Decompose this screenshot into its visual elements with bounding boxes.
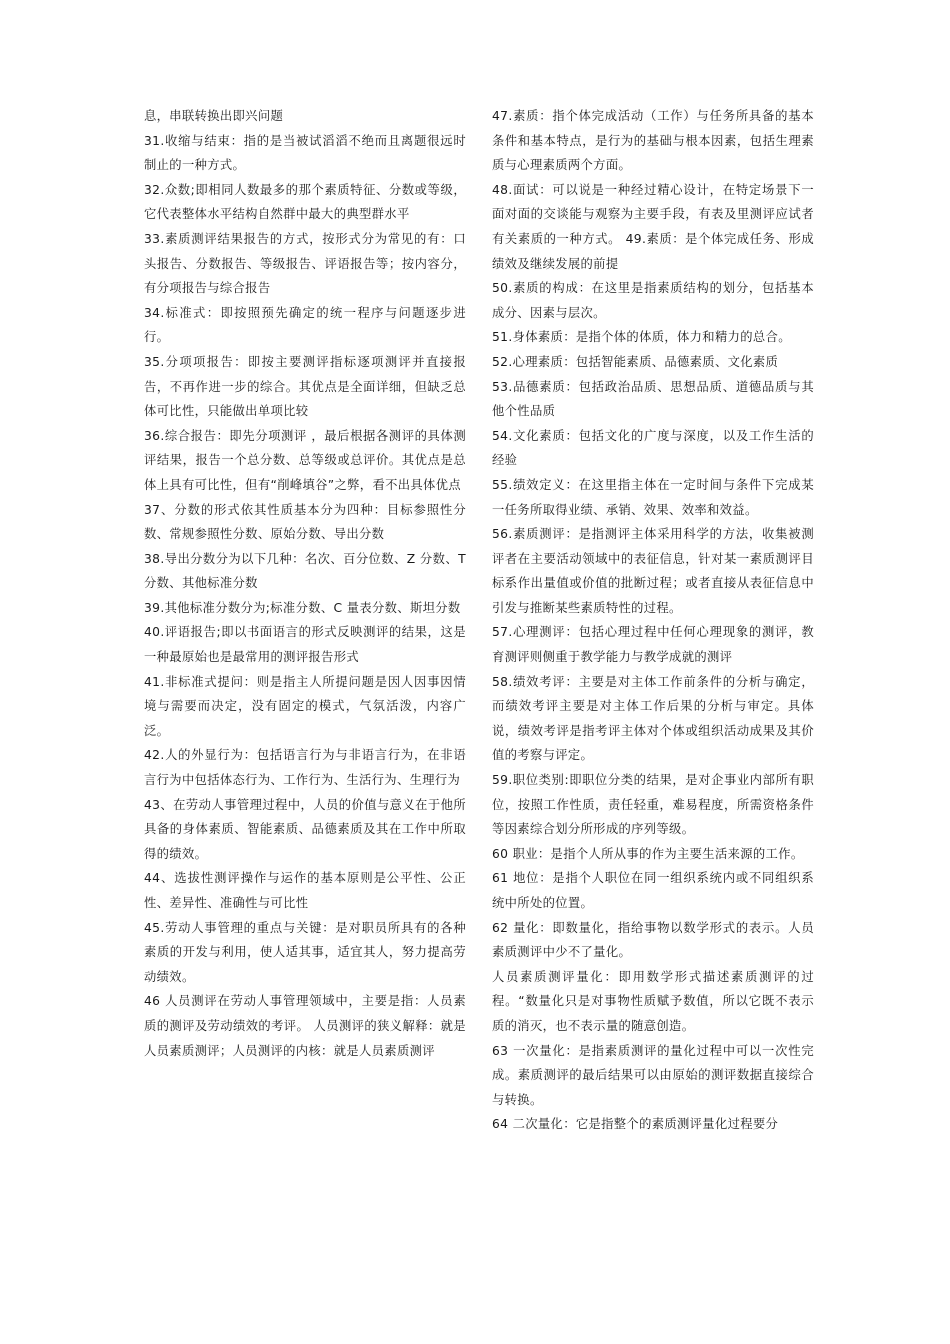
paragraph: 48.面试：可以说是一种经过精心设计，在特定场景下一面对面的交谈能与观察为主要手段，有表及里测评应试者有关素质的一种方式。 49.素质：是个体完成任务、形成绩效及继续发展的前提 [492, 182, 814, 271]
paragraph: 54.文化素质：包括文化的广度与深度，以及工作生活的经验 [492, 428, 814, 468]
paragraph: 34.标准式：即按照预先确定的统一程序与问题逐步进行。 [144, 305, 466, 345]
paragraph: 63 一次量化：是指素质测评的量化过程中可以一次性完成。素质测评的最后结果可以由原始的测评数据直接综合与转换。 [492, 1043, 814, 1107]
paragraph: 息，串联转换出即兴问题 [144, 109, 284, 123]
paragraph: 53.品德素质：包括政治品质、思想品质、道德品质与其他个性品质 [492, 379, 814, 419]
paragraph: 61 地位：是指个人职位在同一组织系统内或不同组织系统中所处的位置。 [492, 871, 814, 910]
paragraph: 38.导出分数分为以下几种：名次、百分位数、Z 分数、T 分数、其他标准分数 [144, 551, 466, 591]
paragraph: 32.众数;即相同人数最多的那个素质特征、分数或等级，它代表整体水平结构自然群中最大的典型群水平 [144, 182, 466, 222]
paragraph: 36.综合报告：即先分项测评 ，最后根据各测评的具体测评结果，报告一个总分数、总等级或总评价。其优点是总体上具有可比性，但有“削峰填谷”之弊，看不出具体优点 [144, 428, 466, 492]
paragraph: 37、分数的形式依其性质基本分为四种：目标参照性分数、常规参照性分数、原始分数、导出分数 [144, 502, 466, 542]
paragraph: 59.职位类别:即职位分类的结果，是对企事业内部所有职位，按照工作性质，责任轻重，难易程度，所需资格条件等因素综合划分所形成的序列等级。 [492, 773, 814, 837]
paragraph: 46 人员测评在劳动人事管理领域中，主要是指：人员素质的测评及劳动绩效的考评。 人员测评的狭义解释：就是人员素质测评；人员测评的内核：就是人员素质测评 [144, 994, 466, 1058]
paragraph: 人员素质测评量化：即用数学形式描述素质测评的过程。“数量化只是对事物性质赋予数值，所以它既不表示质的消灭，也不表示量的随意创造。 [492, 969, 814, 1033]
paragraph: 31.收缩与结束：指的是当被试滔滔不绝而且离题很远时制止的一种方式。 [144, 133, 466, 173]
paragraph: 62 量化：即数量化，指给事物以数学形式的表示。人员素质测评中少不了量化。 [492, 920, 814, 960]
paragraph: 52.心理素质：包括智能素质、品德素质、文化素质 [492, 354, 779, 369]
paragraph: 45.劳动人事管理的重点与关键：是对职员所具有的各种素质的开发与利用，使人适其事，适宜其人，努力提高劳动绩效。 [144, 920, 466, 984]
paragraph: 64 二次量化：它是指整个的素质测评量化过程要分 [492, 1117, 779, 1132]
paragraph: 44、选拔性测评操作与运作的基本原则是公平性、公正性、差异性、准确性与可比性 [144, 871, 466, 910]
left-column [144, 104, 466, 1063]
paragraph: 41.非标准式提问：则是指主人所提问题是因人因事因情境与需要而决定，没有固定的模式，气氛活泼，内容广泛。 [144, 674, 466, 738]
paragraph: 51.身体素质：是指个体的体质，体力和精力的总合。 [492, 330, 791, 345]
paragraph: 42.人的外显行为：包括语言行为与非语言行为，在非语言行为中包括体态行为、工作行为、生活行为、生理行为 [144, 748, 466, 788]
paragraph: 56.素质测评：是指测评主体采用科学的方法，收集被测评者在主要活动领域中的表征信息，针对某一素质测评目标系作出量值或价值的批断过程；或者直接从表征信息中引发与推断某些素质特性的过程。 [492, 527, 814, 615]
paragraph: 60 职业：是指个人所从事的作为主要生活来源的工作。 [492, 846, 804, 861]
paragraph: 43、在劳动人事管理过程中，人员的价值与意义在于他所具备的身体素质、智能素质、品德素质及其在工作中所取得的绩效。 [144, 797, 466, 861]
paragraph: 50.素质的构成：在这里是指素质结构的划分，包括基本成分、因素与层次。 [492, 281, 814, 320]
paragraph: 39.其他标准分数分为;标准分数、C 量表分数、斯坦分数 [144, 600, 461, 615]
paragraph: 33.素质测评结果报告的方式，按形式分为常见的有：口头报告、分数报告、等级报告、评语报告等；按内容分，有分项报告与综合报告 [144, 231, 466, 296]
paragraph: 35.分项项报告：即按主要测评指标逐项测评并直接报告，不再作进一步的综合。其优点是全面详细，但缺乏总体可比性，只能做出单项比较 [144, 354, 466, 419]
paragraph: 58.绩效考评：主要是对主体工作前条件的分析与确定，而绩效考评主要是对主体工作后果的分析与审定。具体说，绩效考评是指考评主体对个体或组织活动成果及其价值的考察与评定。 [492, 674, 814, 763]
paragraph: 57.心理测评：包括心理过程中任何心理现象的测评，教育测评则侧重于教学能力与教学成就的测评 [492, 625, 814, 665]
paragraph: 47.素质：指个体完成活动（工作）与任务所具备的基本条件和基本特点，是行为的基础与根本因素，包括生理素质与心理素质两个方面。 [492, 109, 814, 173]
paragraph: 40.评语报告;即以书面语言的形式反映测评的结果，这是一种最原始也是最常用的测评报告形式 [144, 625, 466, 665]
right-column [492, 104, 814, 1137]
paragraph: 55.绩效定义：在这里指主体在一定时间与条件下完成某一任务所取得业绩、承销、效果、效率和效益。 [492, 477, 814, 517]
